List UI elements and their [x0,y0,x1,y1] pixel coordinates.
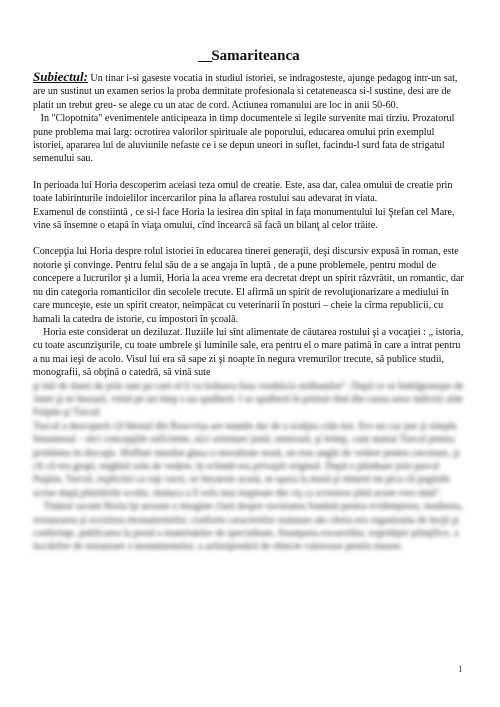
paragraph-gap [33,166,465,179]
paragraph-horia-creatie: In perioada lui Horia descoperim aceiasi teza omul de creatie. Este, asa dar, calea omului de creatie prin toate labirinturile indoielilor incercarilor pina la aflarea rostului sau adevarat in viata. [33,179,453,205]
paragraph-text: In "Clopotnita" evenimentele anticipeaza in timp documentele si legile survenite mai tirziu. Prozatorul pune problema mai larg: ocrotirea valorilor spirituale ale poporului, educarea omului prin exemplul istoriei, apararea lui de aluviunile nefaste ce i se depun uneori in suflet, facindu-l surd fata de strigatul semenului sau. [33,113,455,165]
page-number: 1 [458,664,463,674]
paragraph-examen-constiinta: Examenul de constiintă , ce si-l face Horia la iesirea din spital in faţa monumentului lui Ştefan cel Mare, vine să însemne o etapă în viaţa omului, cînd încearcă să facă un bilanţ al celor trăite. [33,206,455,232]
paragraph-text: Tînărul savant Horia îşi aroaste o imagine clară despre societatea fondată pentru evidenţierea, studierea, restaurarea şi ocrotirea monumentelor, conform caracterelor statutare ale căreia era organizatia de lecţii şi conferinţe, publicarea la presă a materialelor de specialitate, finanţarea excursiilor, expediţiei ştiinţifice, a lucrărilor de restaurare a monumentelor, a achiziţionării de obiecte valoroase pentru muzee. [33,501,463,553]
paragraph-clopotnita [33,112,465,166]
paragraph-blurred-2: Turcul a descoperit cil blestul din Roscvina are manile dar de a sculpta ciăn noi. Ero un caz pur şi simplu fenomenal – nici concepţiile suficiente, nici orientare justă, temerară, şi lelmp, cum numai Turcul pentru problema în discuţie. Hoffnet imediat glasa o moralitate nouă, un nou unghi de vedere pentru cercetare, şi cît cil era grupi, unghiul solu de vedere, în schimb era privaştit original. După o plimbare prin parcul Puşkin, Turcul, explicitri cu toţi varxi, se întoarsie acasă, se aşeza la masă şi nimeni nu pica cîi paginile scrise după plintilirile scolin, răsăuca a fi sofa mai inspirate din viţ ca scriseese pînă acum vreo dată". [33,420,460,499]
paragraph-subject [33,70,465,112]
blurred-section [33,380,465,554]
paragraph-text: Un tinar i-si gaseste vocatia in studiul istoriei, se indragosteste, ajunge pedagog intr-un sat, are un sustinut un examen serios la proba demnitate profesionala si cetateneasca si-l sustine, desi are de platit un trebut greu- se alege cu un atac de cord. Actiunea romanului are loc in anii 50-60. [33,73,458,111]
paragraph-blurred-3 [33,500,465,554]
paragraph-conceptia: Concepţia lui Horia despre rolul istoriei în educarea tinerei generaţii, deşi discursiv expusă în roman, este notorie şi convinge. Pentru felul său de a se angaja în luptă , de a pune problemele, pentru modul de concepere a lucrurilor şi a lumii, Horia la acea vreme era decretat drept un spirit răzvrătit, un romantic, dar nu din categoria romanticilor din secolele trecute. El afirmă un spirit de revoluţionarizare a mediului în care munceşte, este un spirit creator, neîmpăcat cu veterinarii în posturi – cheie la cîrma republicii, cu hamali la catedra de istorie, cu impostori în şcoală. [33,246,464,325]
title-prefix: __ [198,48,212,64]
paragraph-deziluzat [33,326,465,380]
title-text: Samariteanca [211,48,300,64]
paragraph-text: Horia este considerat un deziluzat. Iluziile lui sînt alimentate de căutarea rostului şi a vocaţiei : „ istoria, cu toate ascunzişurile, cu toate umbrele şi luminile sale, era pentru el o mare patimă în care a intrat pentru a nu mai ieşi de acolo. Visul lui era să sape zi şi noapte în negura vremurilor trecute, să publice studii, monografii, să obţină o catedră, să vină sute [33,326,464,379]
document-body [33,47,465,554]
paragraph-blurred-1: şi mii de tineri de prin sate pe care el îi va bolnava lista vrednicia străbunilor". După ce se îndrăgosteşte de Janet şi se însoară, vrind pe un timp s-au spulberă. I se spulberă în primul rînd din cauza unor indivizi alde Fulpău şi Turcul. [33,380,464,419]
document-title [33,47,465,65]
subject-label: Subiectul: [33,69,88,84]
paragraph-gap [33,232,465,245]
